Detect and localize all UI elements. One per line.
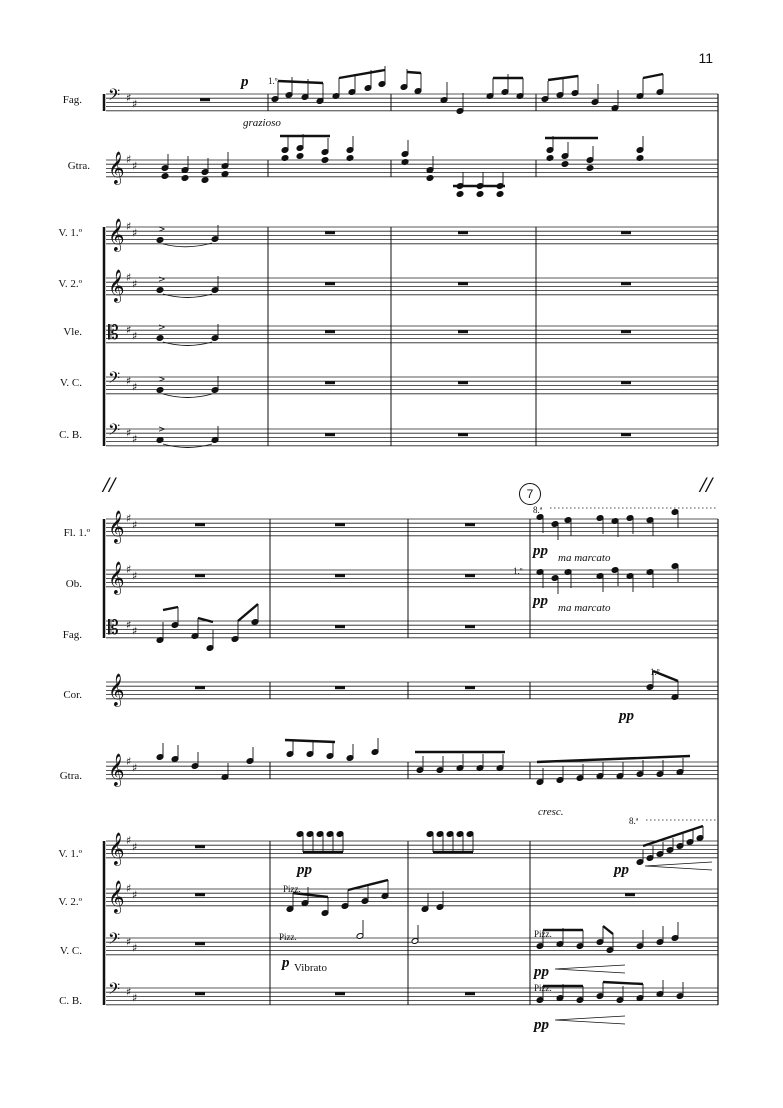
sharp-icon: ♯: [126, 882, 132, 895]
system1-clef-icon: 𝄞: [108, 151, 125, 184]
string-note: [156, 335, 164, 342]
sharp-icon: ♯: [126, 834, 132, 847]
whole-rest: [465, 686, 475, 689]
gtra-note: [586, 165, 594, 172]
whole-rest: [465, 625, 475, 628]
fag-dynamic-p: p: [241, 74, 249, 90]
whole-rest: [335, 992, 345, 995]
whole-rest: [458, 330, 468, 333]
label-v2-1: V. 2.º: [58, 278, 82, 290]
crescendo-hairpin: [645, 862, 712, 870]
note-beam: [339, 70, 385, 78]
system1-clef-icon: 𝄞: [108, 218, 125, 251]
label-v2-2: V. 2.º: [58, 896, 82, 908]
system2-clef-icon: 𝄞: [108, 753, 125, 786]
label-v1-2: V. 1.º: [58, 848, 82, 860]
accent-mark: >: [158, 375, 166, 385]
v2-pizz-marking: Pizz.: [283, 884, 301, 894]
label-cb-1: C. B.: [59, 429, 82, 441]
sharp-icon: ♯: [126, 374, 132, 388]
cor-dynamic-pp: pp: [619, 708, 634, 724]
sharp-icon: ♯: [132, 761, 138, 775]
note-beam: [407, 72, 421, 73]
system2-clef-icon: 𝄞: [108, 561, 125, 594]
fag-first-marking: 1.º: [268, 76, 278, 86]
accent-mark: >: [158, 323, 166, 333]
sharp-icon: ♯: [132, 888, 138, 902]
sharp-icon: ♯: [132, 518, 138, 532]
whole-rest: [325, 231, 335, 234]
cb-dynamic-pp: pp: [534, 1017, 549, 1033]
gtra-note: [161, 173, 169, 180]
sharp-icon: ♯: [126, 563, 132, 576]
label-cb-2: C. B.: [59, 995, 82, 1007]
sharp-icon: ♯: [132, 97, 138, 111]
sharp-icon: ♯: [126, 512, 132, 525]
whole-rest: [195, 845, 205, 848]
gtra-note: [201, 177, 209, 184]
gtra-note: [221, 171, 229, 178]
whole-rest: [200, 98, 210, 101]
note-beam: [537, 756, 690, 762]
whole-rest: [325, 330, 335, 333]
whole-rest: [195, 893, 205, 896]
vc-dynamic2-pp: pp: [534, 964, 549, 980]
ob-expression: ma marcato: [558, 602, 611, 614]
vc-pizz2-marking: Pizz.: [534, 929, 552, 939]
note-beam: [198, 618, 213, 622]
gtra-note: [561, 161, 569, 168]
sharp-icon: ♯: [126, 618, 132, 632]
note-beam: [285, 740, 335, 742]
system2-clef-icon: 𝄞: [108, 880, 125, 913]
crescendo-hairpin: [555, 1016, 625, 1024]
system2-clef-icon: 𝄡: [108, 617, 119, 639]
system2-clef-icon: 𝄞: [108, 832, 125, 865]
sharp-icon: ♯: [126, 755, 132, 768]
note-beam: [603, 926, 613, 934]
sharp-icon: ♯: [132, 277, 138, 291]
cor-first-marking: 1.º: [650, 667, 660, 677]
whole-rest: [325, 381, 335, 384]
whole-rest: [458, 381, 468, 384]
sharp-icon: ♯: [132, 226, 138, 240]
sharp-icon: ♯: [132, 380, 138, 394]
system2-clef-icon: 𝄞: [108, 510, 125, 543]
sharp-icon: ♯: [126, 985, 132, 999]
whole-rest: [335, 523, 345, 526]
whole-rest: [195, 992, 205, 995]
note-beam: [163, 607, 178, 610]
whole-rest: [335, 686, 345, 689]
gtra-note: [456, 191, 464, 198]
system1-clef-icon: 𝄞: [108, 269, 125, 302]
slur: [163, 394, 212, 398]
note-beam: [238, 604, 258, 621]
whole-rest: [625, 893, 635, 896]
string-note: [156, 287, 164, 294]
fag-expression-grazioso: grazioso: [243, 117, 281, 129]
crescendo-hairpin: [555, 965, 625, 973]
note-beam: [278, 81, 323, 83]
vc-vibrato-marking: Vibrato: [294, 962, 327, 974]
whole-rest: [621, 282, 631, 285]
label-gtra-2: Gtra.: [59, 770, 82, 782]
whole-rest: [195, 574, 205, 577]
fl-expression: ma marcato: [558, 552, 611, 564]
vc-pizz-marking: Pizz.: [279, 932, 297, 942]
gtra-note: [496, 191, 504, 198]
v1-dynamic2-pp: pp: [614, 862, 629, 878]
label-vle-1: Vle.: [63, 326, 82, 338]
sharp-icon: ♯: [132, 624, 138, 638]
gtra-note: [321, 157, 329, 164]
sharp-icon: ♯: [132, 991, 138, 1005]
sharp-icon: ♯: [132, 432, 138, 446]
system1-clef-icon: 𝄢: [108, 369, 121, 391]
whole-rest: [325, 433, 335, 436]
sharp-icon: ♯: [132, 840, 138, 854]
sharp-icon: ♯: [126, 220, 132, 233]
system1-clef-icon: 𝄢: [108, 421, 121, 443]
whole-rest: [465, 574, 475, 577]
sharp-icon: ♯: [126, 153, 132, 166]
sharp-icon: ♯: [132, 569, 138, 583]
system2-clef-icon: 𝄢: [108, 930, 121, 952]
label-gtra-1: Gtra.: [67, 160, 90, 172]
sharp-icon: ♯: [132, 941, 138, 955]
ob-first-marking: 1.º: [513, 566, 523, 576]
rehearsal-mark: 7: [519, 483, 541, 505]
fl-dynamic-pp: pp: [533, 543, 548, 559]
whole-rest: [621, 433, 631, 436]
label-v1-1: V. 1.º: [58, 227, 82, 239]
whole-rest: [458, 433, 468, 436]
whole-rest: [335, 625, 345, 628]
label-fl-2: Fl. 1.º: [63, 527, 90, 539]
whole-rest: [458, 231, 468, 234]
label-vc-1: V. C.: [59, 377, 82, 389]
whole-rest: [195, 686, 205, 689]
note-beam: [603, 982, 643, 984]
whole-rest: [325, 282, 335, 285]
gtra-note: [476, 191, 484, 198]
note-beam: [643, 74, 663, 78]
accent-mark: >: [158, 225, 166, 235]
sharp-icon: ♯: [132, 159, 138, 173]
sharp-icon: ♯: [126, 91, 132, 105]
sharp-icon: ♯: [132, 329, 138, 343]
sharp-icon: ♯: [126, 323, 132, 337]
vc-dynamic-p: p: [282, 955, 290, 971]
system1-clef-icon: 𝄡: [108, 322, 119, 344]
whole-rest: [458, 282, 468, 285]
whole-rest: [195, 523, 205, 526]
whole-rest: [621, 231, 631, 234]
gtra-note: [426, 175, 434, 182]
v1-dynamic-pp: pp: [297, 862, 312, 878]
gtra-note: [181, 175, 189, 182]
gtra-cresc-marking: cresc.: [538, 806, 564, 818]
system2-clef-icon: 𝄞: [108, 673, 125, 706]
whole-rest: [335, 574, 345, 577]
label-fag-2: Fag.: [62, 629, 82, 641]
whole-rest: [465, 523, 475, 526]
ob-dynamic-pp: pp: [533, 593, 548, 609]
system2-clef-icon: 𝄢: [108, 980, 121, 1002]
label-vc-2: V. C.: [59, 945, 82, 957]
sharp-icon: ♯: [126, 271, 132, 284]
sharp-icon: ♯: [126, 426, 132, 440]
label-ob-2: Ob.: [65, 578, 82, 590]
whole-rest: [195, 942, 205, 945]
system1-clef-icon: 𝄢: [108, 86, 121, 108]
system-break-left: //: [103, 472, 116, 497]
whole-rest: [465, 992, 475, 995]
string-note: [156, 387, 164, 394]
whole-rest: [621, 330, 631, 333]
whole-rest: [621, 381, 631, 384]
sharp-icon: ♯: [126, 935, 132, 949]
cb-pizz-marking: Pizz.: [534, 983, 552, 993]
label-fag-1: Fag.: [62, 94, 82, 106]
system-break-right: //: [700, 472, 713, 497]
fl-octave-marking: 8.ª: [533, 505, 543, 515]
accent-mark: >: [158, 275, 166, 285]
label-cor-2: Cor.: [63, 689, 82, 701]
accent-mark: >: [158, 425, 166, 435]
gtra-note: [296, 153, 304, 160]
string-note: [156, 237, 164, 244]
page-number: 11: [698, 50, 713, 66]
v1-octave-marking: 8.ª: [629, 816, 639, 826]
